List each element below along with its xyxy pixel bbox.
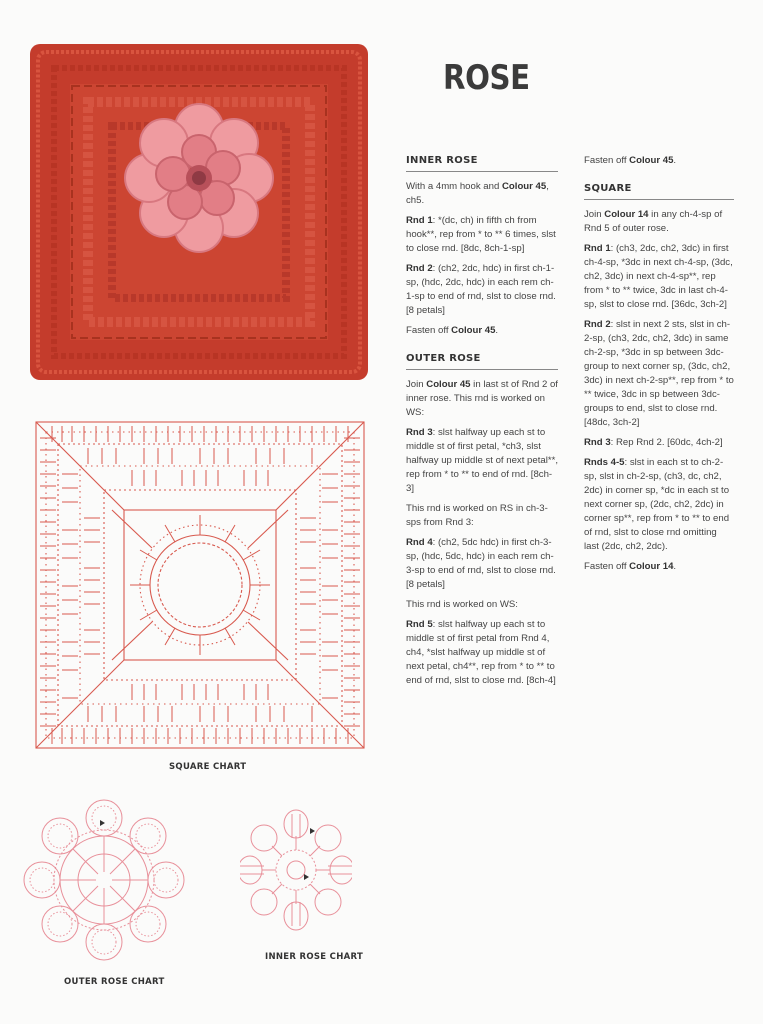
outer-rose-heading: OUTER ROSE [406,352,558,370]
square-chart-caption: SQUARE CHART [169,762,247,772]
outer-rose-rnd4: Rnd 4: (ch2, 5dc hdc) in first ch-3-sp, (hdc, 5dc, hdc) in each rem ch-3-sp to end of rnd, slst to close rnd. [8 petals] [406,537,556,590]
outer-rose-rnd5: Rnd 5: slst halfway up each st to middle st of first petal from Rnd 4, ch4, *slst halfway up middle st of next petal, ch4**, rep from * to ** to end of rnd, slst to close rnd. [8ch-4] [406,619,556,686]
outer-rose-chart [22,798,186,962]
outer-rose-chart-caption: OUTER ROSE CHART [64,977,165,987]
square-chart [32,418,368,752]
square-rnd1: Rnd 1: (ch3, 2dc, ch2, 3dc) in first ch-4-sp, *3dc in next ch-4-sp, (3dc, ch2, 3dc) in next ch-4-sp**, rep from * to ** twice, 3dc in last ch-4-sp, slst to close rnd. [36dc, 3ch-2] [584,243,733,310]
square-heading: SQUARE [584,182,734,200]
outer-rose-fasten-off: Fasten off Colour 45. [584,155,677,166]
pattern-column-2 [584,154,734,580]
inner-rose-intro: With a 4mm hook and Colour 45, ch5. [406,181,549,206]
square-intro: Join Colour 14 in any ch-4-sp of Rnd 5 of outer rose. [584,209,723,234]
inner-rose-heading: INNER ROSE [406,154,558,172]
inner-rose-rnd2: Rnd 2: (ch2, 2dc, hdc) in first ch-1-sp, (hdc, 2dc, hdc) in each rem ch-1-sp to end of rnd, slst to close rnd. [8 petals] [406,263,556,316]
inner-rose-chart-caption: INNER ROSE CHART [265,952,364,962]
outer-rose-note-ws: This rnd is worked on WS: [406,599,518,610]
inner-rose-fasten-off: Fasten off Colour 45. [406,325,499,336]
square-rnd2: Rnd 2: slst in next 2 sts, slst in ch-2-sp, (ch3, 2dc, ch2, 3dc) in same ch-2-sp, *3dc in sp between 3dc-group to next corner sp, (3dc, ch2, 3dc) in next ch-2-sp**, rep from * to ** twice, 3dc in sp between 3dc-groups to end, slst to close rnd. [48dc, 3ch-2] [584,319,734,428]
pattern-column-1 [406,154,558,694]
square-rnd3: Rnd 3: Rep Rnd 2. [60dc, 4ch-2] [584,437,723,448]
square-fasten-off: Fasten off Colour 14. [584,561,677,572]
outer-rose-note-rs: This rnd is worked on RS in ch-3-sps from Rnd 3: [406,503,548,528]
page-title: ROSE [443,58,530,98]
outer-rose-rnd3: Rnd 3: slst halfway up each st to middle st of first petal, *ch3, slst halfway up middle st of next petal**, rep from * to ** to end of rnd. [8ch-3] [406,427,558,494]
square-rnds4-5: Rnds 4-5: slst in each st to ch-2-sp, slst in ch-2-sp, (ch3, dc, ch2, 2dc) in corner sp, *dc in each st to next corner sp, (2dc, ch2, 2dc) in corner sp**, rep from * to ** to end of rnd, slst to close rnd omitting last (2dc, ch2, 2dc). [584,457,730,552]
inner-rose-rnd1: Rnd 1: *(dc, ch) in fifth ch from hook**, rep from * to ** 6 times, slst to close rnd. [8dc, 8ch-1-sp] [406,215,556,254]
rose-square-photo [28,42,370,382]
inner-rose-chart [240,806,352,934]
outer-rose-intro: Join Colour 45 in last st of Rnd 2 of inner rose. This rnd is worked on WS: [406,379,558,418]
